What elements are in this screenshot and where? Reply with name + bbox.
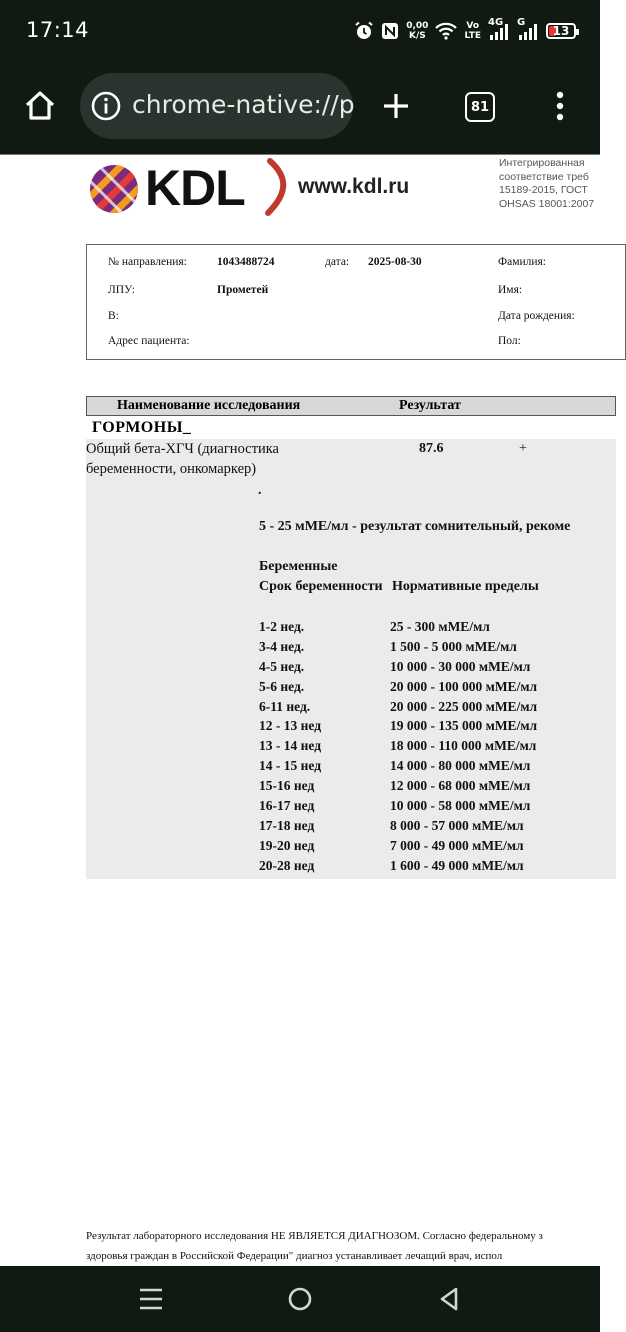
range-row [259,858,616,878]
range-row [259,679,616,699]
patient-info-box [86,244,626,360]
test-flag: + [519,441,527,456]
range-row [259,639,616,659]
surname-label: Фамилия: [498,256,546,268]
battery-icon [546,23,576,39]
range-row [259,738,616,758]
recents-icon [138,1286,164,1312]
volte-top: Vo [466,21,480,31]
cert-line: соответствие треб [499,170,589,183]
date-label: дата: [325,256,350,268]
range-week: 1-2 нед. [259,619,305,634]
reference-ranges [259,619,616,878]
net-speed-unit: K/S [408,31,426,41]
range-value: 25 - 300 мМЕ/мл [390,619,490,634]
range-row [259,838,616,858]
range-week: 12 - 13 нед [259,718,322,734]
range-row [259,818,616,838]
test-value: 87.6 [419,441,444,456]
test-name-line: беременности, онкомаркер) [86,461,257,477]
result-note: 5 - 25 мМЕ/мл - результат сомнительный, рекоме [259,519,571,534]
nfc-icon [381,22,399,40]
range-row [259,718,616,738]
range-row [259,758,616,778]
volte-indicator [464,21,481,41]
col-norm: Нормативные пределы [392,579,539,594]
range-week: 19-20 нед [259,837,315,853]
range-value: 10 000 - 30 000 мМЕ/мл [390,658,531,674]
back-button[interactable] [434,1284,464,1314]
results-table-header [86,396,616,416]
range-week: 4-5 нед. [259,658,305,674]
range-row [259,619,616,639]
range-week: 20-28 нед [259,857,315,873]
range-row [259,659,616,679]
more-vert-icon [555,91,565,121]
lpu-label: ЛПУ: [108,284,136,296]
home-button[interactable] [20,86,60,126]
header-name: Наименование исследования [117,398,301,413]
address-bar[interactable] [80,73,353,139]
battery-level: 13 [552,24,570,38]
alarm-icon [354,21,374,41]
logo-swoosh-icon [264,159,290,215]
col-term: Срок беременности [259,579,383,594]
net-speed [406,21,428,41]
signal-icon-2 [517,17,539,41]
plus-icon [382,92,410,120]
group-title: ГОРМОНЫ_ [92,419,192,436]
range-value: 10 000 - 58 000 мМЕ/мл [390,798,531,814]
range-value: 14 000 - 80 000 мМЕ/мл [390,758,531,774]
home-circle-icon [287,1286,313,1312]
sex-label: Пол: [498,335,521,347]
logo-text: KDL [145,160,245,216]
kdl-logo-icon [88,163,140,215]
status-bar [0,0,600,62]
comment-dot: . [258,483,262,498]
home-nav-button[interactable] [285,1284,315,1314]
range-week: 17-18 нед [259,817,315,833]
recents-button[interactable] [136,1284,166,1314]
range-value: 18 000 - 110 000 мМЕ/мл [390,738,537,754]
tab-count: 81 [470,99,490,115]
header-result: Результат [399,398,461,413]
range-value: 8 000 - 57 000 мМЕ/мл [390,817,524,833]
disclaimer-line: Результат лабораторного исследования НЕ ЯВЛЯЕТСЯ ДИАГНОЗОМ. Согласно федеральному з [86,1230,543,1242]
tab-switcher-button[interactable] [465,92,495,122]
document-page [0,154,600,1267]
range-week: 13 - 14 нед [259,738,322,754]
ranges-header [259,579,539,595]
overflow-menu-button[interactable] [548,84,572,128]
system-nav-bar [0,1266,600,1332]
date-value: 2025-08-30 [368,256,422,268]
cert-line: Интегрированная [499,157,585,169]
birth-label: Дата рождения: [498,310,575,322]
v-label: В: [108,310,119,322]
cert-line: OHSAS 18001:2007 [499,197,595,210]
back-icon [436,1286,462,1312]
referral-value: 1043488724 [217,256,275,268]
wifi-icon [435,22,457,40]
signal-icon [488,17,510,41]
range-value: 7 000 - 49 000 мМЕ/мл [390,837,524,853]
range-week: 16-17 нед [259,798,315,814]
range-value: 20 000 - 225 000 мМЕ/мл [390,698,538,714]
status-icons [354,16,576,46]
test-result-block [86,439,616,879]
range-value: 19 000 - 135 000 мМЕ/мл [390,718,538,734]
network-4g: 4G [488,17,504,28]
name-label: Имя: [498,284,523,296]
new-tab-button[interactable] [376,86,416,126]
range-row [259,798,616,818]
range-value: 1 600 - 49 000 мМЕ/мл [390,857,524,873]
disclaimer-line: здоровья граждан в Российской Федерации" диагноз устанавливает лечащий врач, испол [86,1250,503,1262]
browser-toolbar [0,62,600,154]
range-value: 1 500 - 5 000 мМЕ/мл [390,638,517,654]
range-week: 15-16 нед [259,778,315,794]
range-value: 20 000 - 100 000 мМЕ/мл [390,678,538,694]
network-g: G [517,17,526,28]
address-label: Адрес пациента: [108,335,190,347]
range-week: 6-11 нед. [259,698,311,714]
test-name [86,439,279,479]
cert-line: 15189-2015, ГОСТ [499,184,588,196]
range-week: 5-6 нед. [259,678,305,694]
pregnant-title: Беременные [259,559,338,574]
range-value: 12 000 - 68 000 мМЕ/мл [390,778,531,794]
home-icon [23,89,57,123]
test-name-line: Общий бета-ХГЧ (диагностика [86,441,279,457]
range-week: 3-4 нед. [259,638,305,654]
range-row [259,699,616,719]
certification-note [499,157,594,211]
range-week: 14 - 15 нед [259,758,322,774]
referral-label: № направления: [108,256,187,268]
info-icon[interactable] [90,90,122,122]
url-text[interactable]: chrome-native://p [132,90,355,119]
range-row [259,778,616,798]
net-speed-value: 0,00 [406,21,429,31]
logo-url[interactable]: www.kdl.ru [298,175,410,198]
volte-bottom: LTE [464,31,481,41]
status-time: 17:14 [26,18,90,42]
lpu-value: Прометей [217,284,269,296]
